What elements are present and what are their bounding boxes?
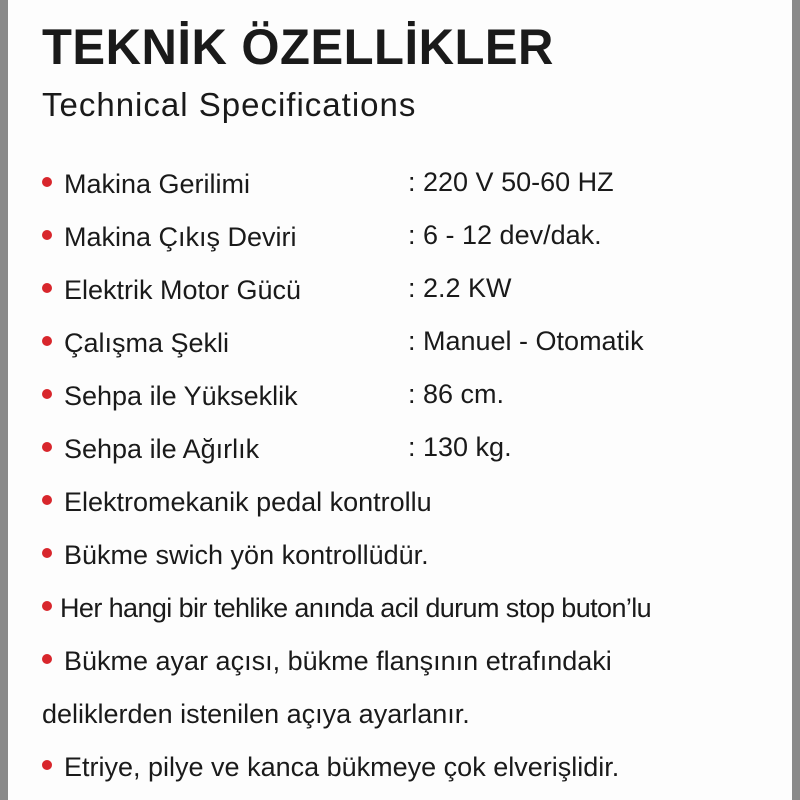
spec-row-operation-mode (42, 321, 782, 361)
bullet-icon (42, 654, 52, 664)
bullet-icon (42, 548, 52, 558)
bullet-icon (42, 283, 52, 293)
spec-label: Makina Gerilimi (64, 168, 251, 199)
bullet-icon (42, 177, 52, 187)
feature-text: Etriye, pilye ve kanca bükmeye çok elverişlidir. (64, 751, 620, 782)
bullet-icon (42, 495, 52, 505)
feature-item-switch (42, 533, 782, 573)
feature-item-emergency-stop (42, 586, 782, 626)
feature-text: Bükme swich yön kontrollüdür. (64, 539, 429, 570)
spec-label: Sehpa ile Ağırlık (64, 433, 260, 464)
page-title: TEKNİK ÖZELLİKLER (42, 19, 554, 75)
spec-label: Sehpa ile Yükseklik (64, 380, 298, 411)
bullet-icon (42, 230, 52, 240)
spec-row-weight (42, 427, 782, 467)
spec-value: : 2.2 KW (408, 273, 512, 303)
feature-text: Elektromekanik pedal kontrollu (64, 486, 432, 517)
spec-value: : 220 V 50-60 HZ (408, 167, 614, 197)
spec-value: : 86 cm. (408, 379, 505, 409)
feature-item-stirrup (42, 745, 782, 785)
spec-row-height (42, 374, 782, 414)
spec-label: Makina Çıkış Deviri (64, 221, 297, 252)
spec-row-motor-power (42, 268, 782, 308)
feature-text: Her hangi bir tehlike anında acil durum stop buton’lu (60, 592, 652, 623)
feature-text: Bükme ayar açısı, bükme flanşının etrafındaki (64, 645, 612, 676)
bullet-icon (42, 601, 52, 611)
spec-value: : 130 kg. (408, 432, 512, 462)
feature-item-pedal (42, 480, 782, 520)
spec-value: : 6 - 12 dev/dak. (408, 220, 602, 250)
spec-value: : Manuel - Otomatik (408, 326, 644, 356)
feature-text: deliklerden istenilen açıya ayarlanır. (42, 698, 470, 729)
spec-row-voltage (42, 162, 782, 202)
spec-label: Çalışma Şekli (64, 327, 230, 358)
spec-row-output-speed (42, 215, 782, 255)
bullet-icon (42, 389, 52, 399)
feature-item-bend-angle (42, 639, 782, 679)
bullet-icon (42, 760, 52, 770)
page-subtitle: Technical Specifications (42, 86, 417, 123)
bullet-icon (42, 336, 52, 346)
feature-item-bend-angle-continued (42, 692, 782, 732)
spec-label: Elektrik Motor Gücü (64, 274, 302, 305)
bullet-icon (42, 442, 52, 452)
